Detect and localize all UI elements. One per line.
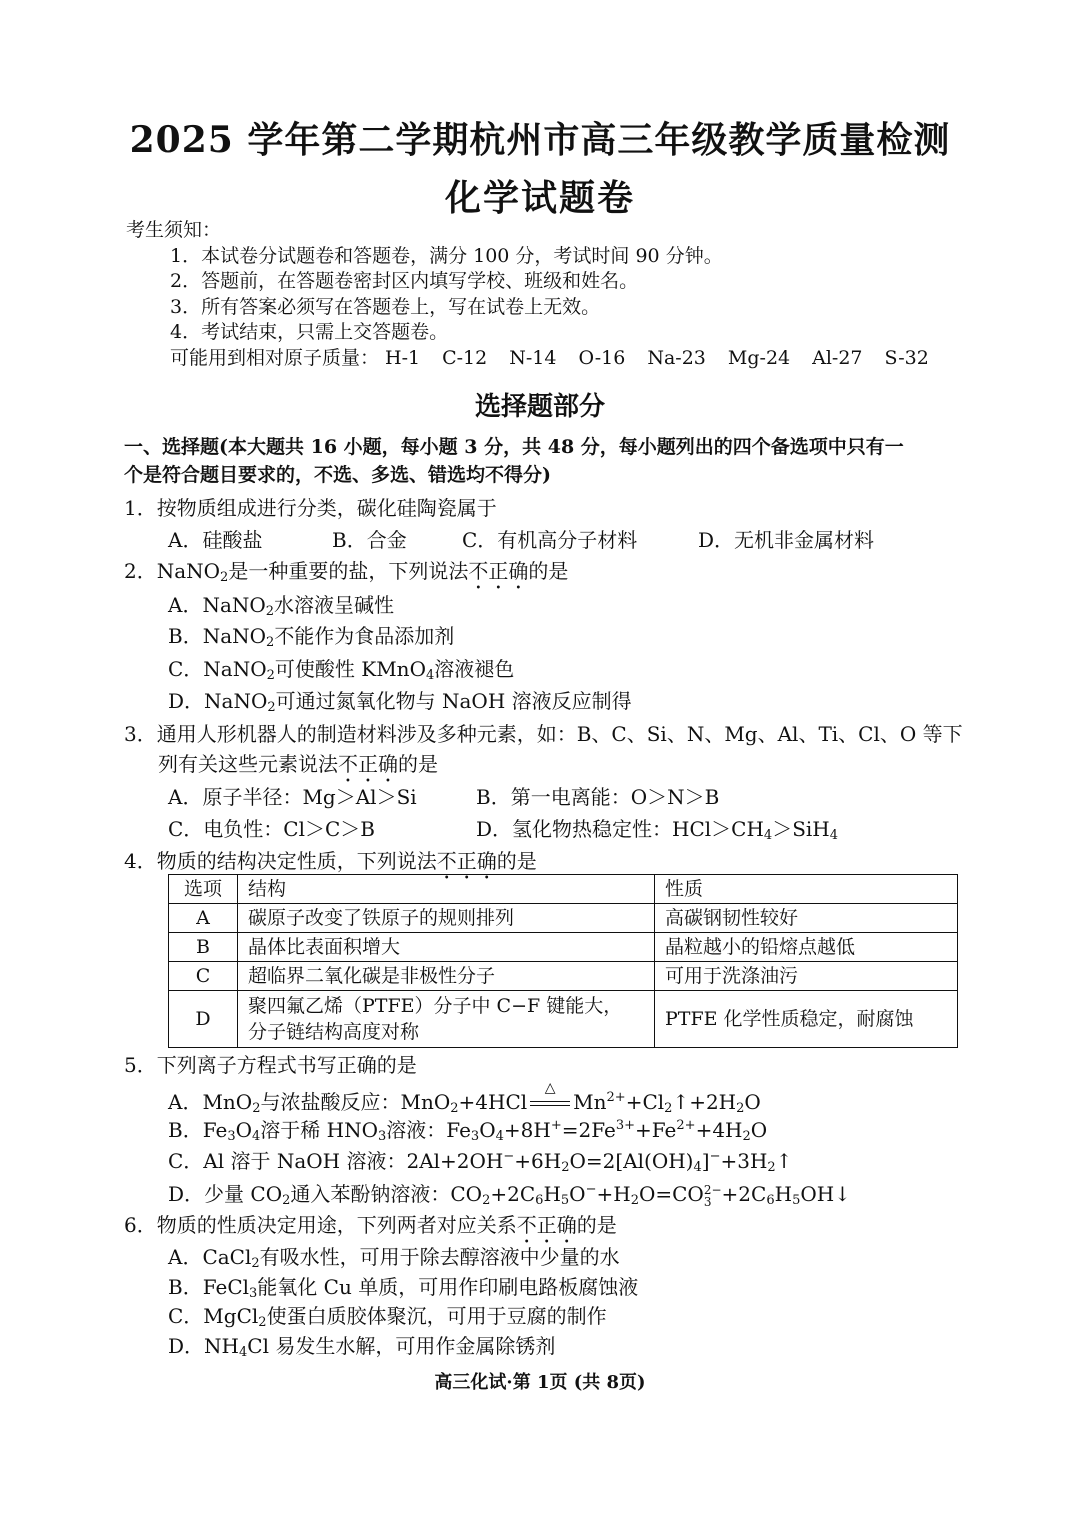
superscript: 2− xyxy=(703,1182,722,1197)
q2-option-c xyxy=(168,655,514,683)
subscript: 2 xyxy=(220,570,229,585)
subscript: 2 xyxy=(736,1101,745,1116)
atomic-mass: S-32 xyxy=(884,347,929,369)
subscript: 3 xyxy=(249,1286,258,1301)
table-cell-option: B xyxy=(169,933,238,962)
subscript: 4 xyxy=(495,1129,504,1144)
option-text: H xyxy=(774,1182,793,1206)
subscript: 2 xyxy=(251,1256,260,1271)
subscript: 2 xyxy=(265,604,275,619)
q2-option-b xyxy=(168,622,454,650)
q1-option-b: B．合金 xyxy=(332,528,407,552)
option-text: OH↓ xyxy=(800,1182,851,1206)
option-text: 溶液褪色 xyxy=(434,657,515,681)
option-text: C．NaNO xyxy=(168,657,267,681)
option-text: Cl 易发生水解，可用作金属除锈剂 xyxy=(247,1334,556,1358)
table-row xyxy=(169,933,958,962)
q6-option-c xyxy=(168,1302,607,1330)
option-text: 通入苯酚钠溶液：CO xyxy=(290,1182,483,1206)
q1-stem: 1．按物质组成进行分类，碳化硅陶瓷属于 xyxy=(124,496,497,520)
notice-item-4: 4．考试结束，只需上交答题卷。 xyxy=(170,321,449,343)
atomic-mass-label: 可能用到相对原子质量： xyxy=(170,347,380,369)
table-header-cell: 结构 xyxy=(238,875,655,904)
emphasis-text: 不正确 xyxy=(436,849,497,873)
atomic-mass: N-14 xyxy=(509,347,557,369)
q3-text: 的是 xyxy=(398,752,438,776)
q3-options-row1 xyxy=(168,783,719,811)
q4-text: 的是 xyxy=(496,849,537,873)
table-cell-option: C xyxy=(169,962,238,991)
q5-option-a xyxy=(168,1080,761,1116)
option-text: 溶液：Fe xyxy=(386,1118,471,1142)
part1-instructions-line1: 一、选择题(本大题共 16 小题，每小题 3 分，共 48 分，每小题列出的四个备选项中只有一 xyxy=(124,436,904,458)
table-cell-structure: 超临界二氧化碳是非极性分子 xyxy=(238,962,655,991)
option-text: A．MnO xyxy=(168,1090,253,1114)
subscript: 2 xyxy=(282,1193,291,1208)
notice-item-1: 1．本试卷分试题卷和答题卷，满分 100 分，考试时间 90 分钟。 xyxy=(170,245,723,267)
q3-option-b: B．第一电离能：O＞N＞B xyxy=(476,785,720,809)
delta-icon: △ xyxy=(544,1080,556,1096)
q2-option-d xyxy=(168,687,632,715)
option-text: Mn xyxy=(573,1090,607,1114)
option-text: 有吸水性，可用于除去醇溶液中少量的水 xyxy=(259,1245,620,1269)
option-text: A．NaNO xyxy=(168,593,266,617)
superscript: 3+ xyxy=(615,1118,635,1133)
superscript: + xyxy=(550,1118,562,1133)
subscript: 6 xyxy=(766,1193,775,1208)
emphasis-text: 不正确 xyxy=(338,752,398,776)
option-text: ＞SiH xyxy=(772,817,830,841)
option-text: +8H xyxy=(503,1118,551,1142)
subscript: 2 xyxy=(742,1129,751,1144)
q2-text: 2．NaNO xyxy=(124,559,221,583)
option-text: D．NaNO xyxy=(168,689,268,713)
superscript: − xyxy=(585,1182,597,1197)
notice-heading: 考生须知： xyxy=(126,219,222,241)
option-text: B．Fe xyxy=(168,1118,228,1142)
option-text: 使蛋白质胶体聚沉，可用于豆腐的制作 xyxy=(266,1304,607,1328)
atomic-mass: H-1 xyxy=(385,347,421,369)
page-footer: 高三化试·第 1页 (共 8页) xyxy=(434,1372,646,1393)
q3-options-row2 xyxy=(168,815,838,843)
option-text: A．CaCl xyxy=(168,1245,252,1269)
subscript: 2 xyxy=(266,668,275,683)
option-text: +6H xyxy=(514,1149,562,1173)
option-text: O=CO xyxy=(638,1182,704,1206)
option-text: +Fe xyxy=(635,1118,677,1142)
atomic-mass: Na-23 xyxy=(647,347,706,369)
q5-option-c xyxy=(168,1147,792,1175)
subscript: 2 xyxy=(450,1101,459,1116)
atomic-mass-line xyxy=(170,344,929,372)
q2-text: 是一种重要的盐，下列说法 xyxy=(228,559,469,583)
table-cell-property: PTFE 化学性质稳定，耐腐蚀 xyxy=(655,991,958,1048)
option-text: +3H xyxy=(720,1149,768,1173)
q6-text: 6．物质的性质决定用途，下列两者对应关系 xyxy=(124,1213,517,1237)
option-text: B．FeCl xyxy=(168,1275,250,1299)
q6-option-d xyxy=(168,1332,555,1360)
table-header-cell: 性质 xyxy=(655,875,958,904)
part1-instructions-line2: 个是符合题目要求的，不选、多选、错选均不得分) xyxy=(124,464,551,486)
q1-option-a: A．硅酸盐 xyxy=(168,528,263,552)
option-text: 溶于稀 HNO xyxy=(260,1118,378,1142)
option-text: 可使酸性 KMnO xyxy=(274,657,426,681)
q3-option-d xyxy=(476,815,838,843)
atomic-mass: Mg-24 xyxy=(727,347,791,369)
option-text: ↑+2H xyxy=(672,1090,737,1114)
option-text: 不能作为食品添加剂 xyxy=(274,624,455,648)
subscript: 4 xyxy=(693,1160,702,1175)
option-text: +2C xyxy=(490,1182,536,1206)
subscript: 6 xyxy=(535,1193,544,1208)
q2-option-a xyxy=(168,591,394,619)
option-text: +2C xyxy=(721,1182,767,1206)
atomic-mass: O-16 xyxy=(578,347,626,369)
option-text: D．少量 CO xyxy=(168,1182,283,1206)
subscript: 5 xyxy=(792,1193,801,1208)
option-text: O=2[Al(OH) xyxy=(569,1149,694,1173)
section-title: 选择题部分 xyxy=(474,392,605,422)
superscript: 2+ xyxy=(606,1090,626,1105)
table-cell-structure: 晶体比表面积增大 xyxy=(238,933,655,962)
q3-option-a: A．原子半径：Mg＞Al＞Si xyxy=(168,785,417,809)
subscript: 4 xyxy=(238,1345,248,1360)
q2-text: 的是 xyxy=(528,559,569,583)
exam-subtitle: 化学试题卷 xyxy=(444,177,635,219)
atomic-mass: C-12 xyxy=(442,347,488,369)
q4-table xyxy=(168,874,958,1048)
q3-text: 列有关这些元素说法 xyxy=(158,752,338,776)
q5-option-d xyxy=(168,1180,851,1208)
subscript: 2 xyxy=(561,1160,570,1175)
superscript: − xyxy=(503,1149,515,1164)
table-cell-structure: 碳原子改变了铁原子的规则排列 xyxy=(238,904,655,933)
q1-options xyxy=(168,526,874,554)
option-text: D．NH xyxy=(168,1334,239,1358)
option-text: 能氧化 Cu 单质，可用作印刷电路板腐蚀液 xyxy=(257,1275,639,1299)
option-text: O xyxy=(479,1118,496,1142)
option-text: C．MgCl xyxy=(168,1304,259,1328)
subscript: 3 xyxy=(470,1129,480,1144)
superscript: 2+ xyxy=(676,1118,696,1133)
table-cell-property: 高碳钢韧性较好 xyxy=(655,904,958,933)
option-text: D．氢化物热稳定性：HCl＞CH xyxy=(476,817,764,841)
table-cell-property: 可用于洗涤油污 xyxy=(655,962,958,991)
option-text: O xyxy=(235,1118,253,1142)
table-row xyxy=(169,962,958,991)
notice-item-2: 2．答题前，在答题卷密封区内填写学校、班级和姓名。 xyxy=(170,270,639,292)
superscript: − xyxy=(709,1149,721,1164)
option-text: +Cl xyxy=(625,1090,665,1114)
option-text: 与浓盐酸反应：MnO xyxy=(260,1090,451,1114)
notice-item-3: 3．所有答案必须写在答题卷上，写在试卷上无效。 xyxy=(170,296,601,318)
q1-option-d: D．无机非金属材料 xyxy=(698,528,875,552)
table-header-cell: 选项 xyxy=(169,875,238,904)
table-cell-option: A xyxy=(169,904,238,933)
subscript: 3 xyxy=(227,1129,236,1144)
subscript: 2 xyxy=(266,635,275,650)
subscript: 4 xyxy=(829,828,839,843)
atomic-mass: Al-27 xyxy=(812,347,863,369)
exam-title: 2025 学年第二学期杭州市高三年级教学质量检测 xyxy=(129,119,951,161)
q6-option-b xyxy=(168,1273,638,1301)
q4-text: 4．物质的结构决定性质，下列说法 xyxy=(124,849,437,873)
q5-stem: 5．下列离子方程式书写正确的是 xyxy=(124,1053,417,1077)
subscript: 3 xyxy=(703,1194,712,1209)
table-cell-option: D xyxy=(169,991,238,1048)
charge-subscript-stack xyxy=(704,1184,722,1208)
heating-equals-sign xyxy=(527,1080,573,1116)
option-text: =2Fe xyxy=(561,1118,616,1142)
table-row xyxy=(169,904,958,933)
subscript: 4 xyxy=(252,1129,261,1144)
subscript: 3 xyxy=(378,1129,387,1144)
option-text: 可通过氮氧化物与 NaOH 溶液反应制得 xyxy=(275,689,632,713)
subscript: 2 xyxy=(767,1160,776,1175)
option-text: H xyxy=(543,1182,561,1206)
q6-text: 的是 xyxy=(576,1213,617,1237)
q3-stem-line2 xyxy=(158,750,438,787)
q6-option-a xyxy=(168,1243,620,1271)
subscript: 2 xyxy=(252,1101,261,1116)
option-text: O xyxy=(569,1182,586,1206)
subscript: 2 xyxy=(664,1101,673,1116)
option-text: +4HCl xyxy=(458,1090,528,1114)
option-text: C．Al 溶于 NaOH 溶液：2Al+2OH xyxy=(168,1149,504,1173)
structure-line: 分子链结构高度对称 xyxy=(248,1021,420,1043)
q5-option-b xyxy=(168,1116,767,1144)
subscript: 4 xyxy=(425,668,435,683)
q3-option-c: C．电负性：Cl＞C＞B xyxy=(168,817,376,841)
option-text: +4H xyxy=(695,1118,743,1142)
option-text: O xyxy=(750,1118,768,1142)
table-header-row xyxy=(169,875,958,904)
emphasis-text: 不正确 xyxy=(468,559,529,583)
subscript: 2 xyxy=(267,700,276,715)
option-text: 水溶液呈碱性 xyxy=(274,593,395,617)
q2-stem xyxy=(124,557,568,594)
table-row xyxy=(169,991,958,1048)
emphasis-text: 不正确 xyxy=(516,1213,577,1237)
option-text: ↑ xyxy=(775,1149,793,1173)
structure-line: 聚四氟乙烯（PTFE）分子中 C−F 键能大， xyxy=(248,995,623,1017)
subscript: 2 xyxy=(258,1315,267,1330)
subscript: 2 xyxy=(482,1193,491,1208)
subscript: 4 xyxy=(763,828,773,843)
option-text: +H xyxy=(596,1182,631,1206)
subscript: 5 xyxy=(560,1193,570,1208)
table-cell-property: 晶粒越小的铅熔点越低 xyxy=(655,933,958,962)
table-cell-structure xyxy=(238,991,655,1048)
q3-stem-line1: 3．通用人形机器人的制造材料涉及多种元素，如：B、C、Si、N、Mg、Al、Ti、Cl、O 等下 xyxy=(124,722,963,746)
subscript: 2 xyxy=(630,1193,639,1208)
option-text: ] xyxy=(701,1149,710,1173)
option-text: O xyxy=(744,1090,761,1114)
q1-option-c: C．有机高分子材料 xyxy=(462,528,638,552)
option-text: B．NaNO xyxy=(168,624,267,648)
